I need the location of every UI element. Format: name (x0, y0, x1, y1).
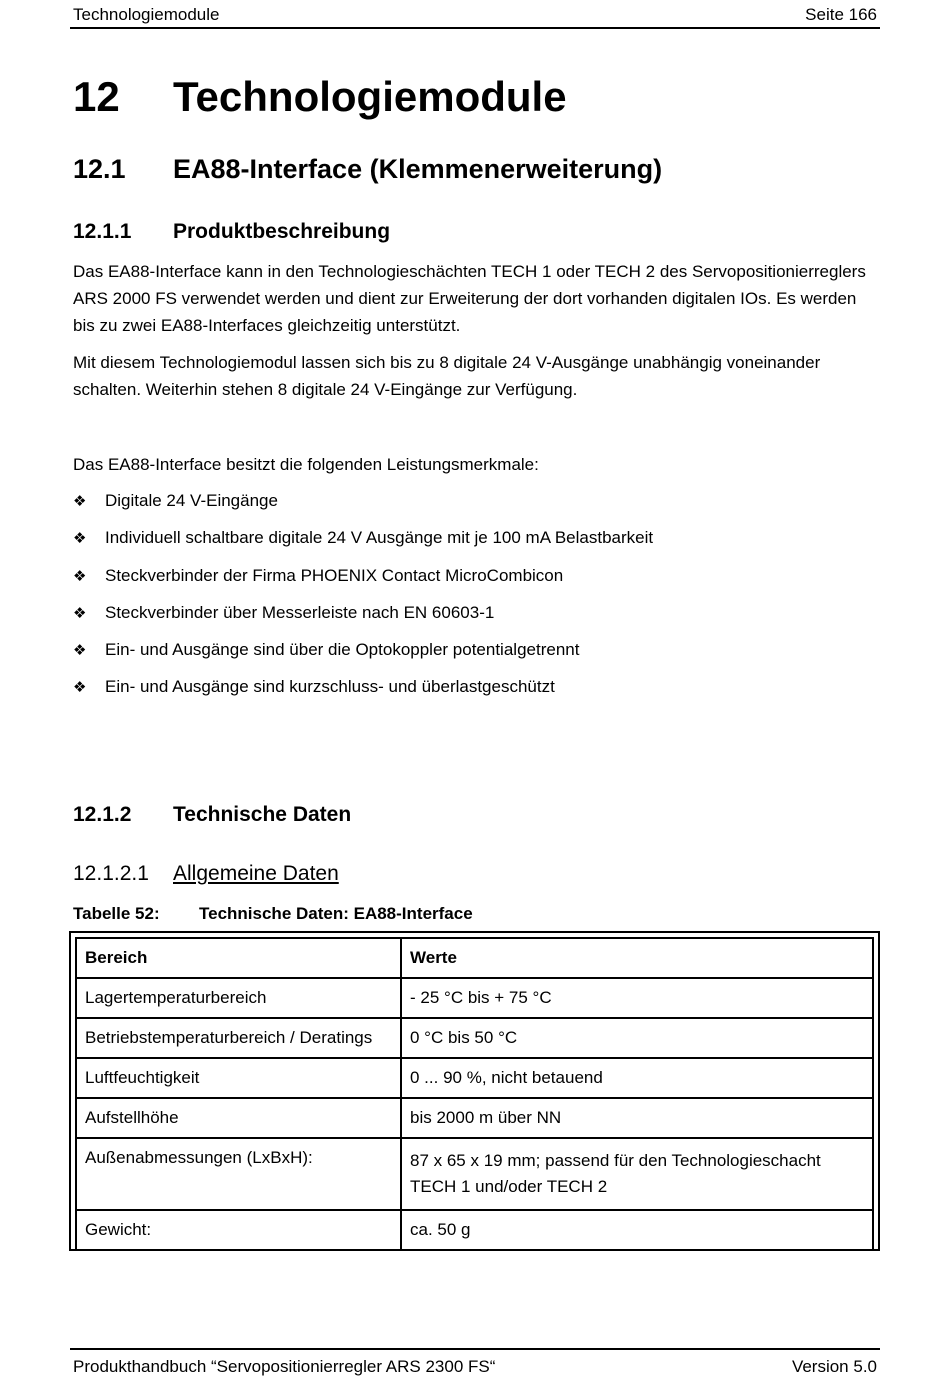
section-title: EA88-Interface (Klemmenerweiterung) (173, 154, 663, 184)
table-row (76, 978, 873, 1018)
table-row (76, 1058, 873, 1098)
diamond-bullet-icon: ❖ (73, 566, 87, 585)
list-item: ❖ Individuell schaltbare digitale 24 V Ausgänge mit je 100 mA Belastbarkeit (73, 524, 653, 561)
paragraph-features-intro: Das EA88-Interface besitzt die folgenden Leistungsmerkmale: (73, 455, 539, 474)
list-item: ❖ Ein- und Ausgänge sind kurzschluss- und überlastgeschützt (73, 673, 653, 710)
running-header-title: Technologiemodule (73, 5, 220, 24)
table-caption (73, 904, 473, 924)
table-cell: Betriebstemperaturbereich / Deratings (76, 1018, 401, 1058)
feature-list (73, 487, 653, 711)
subsection-title: Technische Daten (173, 803, 352, 826)
paragraph-outputs: Mit diesem Technologiemodul lassen sich bis zu 8 digitale 24 V-Ausgänge unabhängig voneinander schalten. Weiterhin stehen 8 digitale 24 V-Eingänge zur Verfügung. (73, 353, 821, 399)
subsubsection-number: 12.1.2.1 (73, 862, 149, 885)
subsection-number: 12.1.1 (73, 220, 132, 243)
section-heading (73, 154, 662, 185)
table-cell: Gewicht: (76, 1210, 401, 1250)
spec-table (75, 937, 874, 1251)
diamond-bullet-icon: ❖ (73, 603, 87, 622)
table-cell: 87 x 65 x 19 mm; passend für den Technologieschacht TECH 1 und/oder TECH 2 (401, 1138, 873, 1210)
column-header-bereich: Bereich (76, 938, 401, 978)
table-cell: 0 °C bis 50 °C (401, 1018, 873, 1058)
diamond-bullet-icon: ❖ (73, 492, 87, 510)
list-item: ❖ Ein- und Ausgänge sind über die Optokoppler potentialgetrennt (73, 636, 653, 673)
footer-document-title: Produkthandbuch “Servopositionierregler ARS 2300 FS“ (73, 1357, 496, 1376)
list-item: ❖ Digitale 24 V-Eingänge (73, 487, 653, 524)
list-item: ❖ Steckverbinder der Firma PHOENIX Contact MicroCombicon (73, 562, 653, 599)
list-item: ❖ Steckverbinder über Messerleiste nach EN 60603-1 (73, 599, 653, 636)
header-divider (70, 27, 880, 29)
table-cell: Luftfeuchtigkeit (76, 1058, 401, 1098)
chapter-title: Technologiemodule (173, 73, 567, 120)
subsection-heading-technical-data (73, 803, 351, 827)
chapter-number: 12 (73, 73, 120, 120)
diamond-bullet-icon: ❖ (73, 529, 87, 548)
table-caption-number: Tabelle 52: (73, 904, 160, 923)
table-cell: 0 ... 90 %, nicht betauend (401, 1058, 873, 1098)
table-cell: ca. 50 g (401, 1210, 873, 1250)
paragraph-intro: Das EA88-Interface kann in den Technologieschächten TECH 1 oder TECH 2 des Servopositionierreglers ARS 2000 FS verwendet werden und dient zur Erweiterung der dort vorhanden digitalen IOs. Es werden bis zu zwei EA88-Interfaces gleichzeitig unterstützt. (73, 262, 866, 335)
table-cell: Lagertemperaturbereich (76, 978, 401, 1018)
column-header-werte: Werte (401, 938, 873, 978)
footer-divider (70, 1348, 880, 1350)
subsection-title: Produktbeschreibung (173, 220, 391, 243)
table-cell: bis 2000 m über NN (401, 1098, 873, 1138)
table-header-row (76, 938, 873, 978)
section-number: 12.1 (73, 154, 126, 184)
chapter-heading (73, 73, 567, 121)
table-row (76, 1018, 873, 1058)
table-caption-title: Technische Daten: EA88-Interface (199, 904, 473, 923)
table-row (76, 1210, 873, 1250)
subsubsection-title: Allgemeine Daten (173, 862, 339, 885)
table-cell: - 25 °C bis + 75 °C (401, 978, 873, 1018)
table-row (76, 1138, 873, 1210)
table-row (76, 1098, 873, 1138)
table-cell: Aufstellhöhe (76, 1098, 401, 1138)
table-cell: Außenabmessungen (LxBxH): (76, 1138, 401, 1210)
subsection-heading-product (73, 220, 390, 244)
diamond-bullet-icon: ❖ (73, 678, 87, 697)
diamond-bullet-icon: ❖ (73, 641, 87, 660)
subsection-number: 12.1.2 (73, 803, 132, 826)
subsubsection-heading (73, 862, 339, 886)
page-number: Seite 166 (805, 5, 877, 24)
footer-version: Version 5.0 (791, 1357, 877, 1376)
